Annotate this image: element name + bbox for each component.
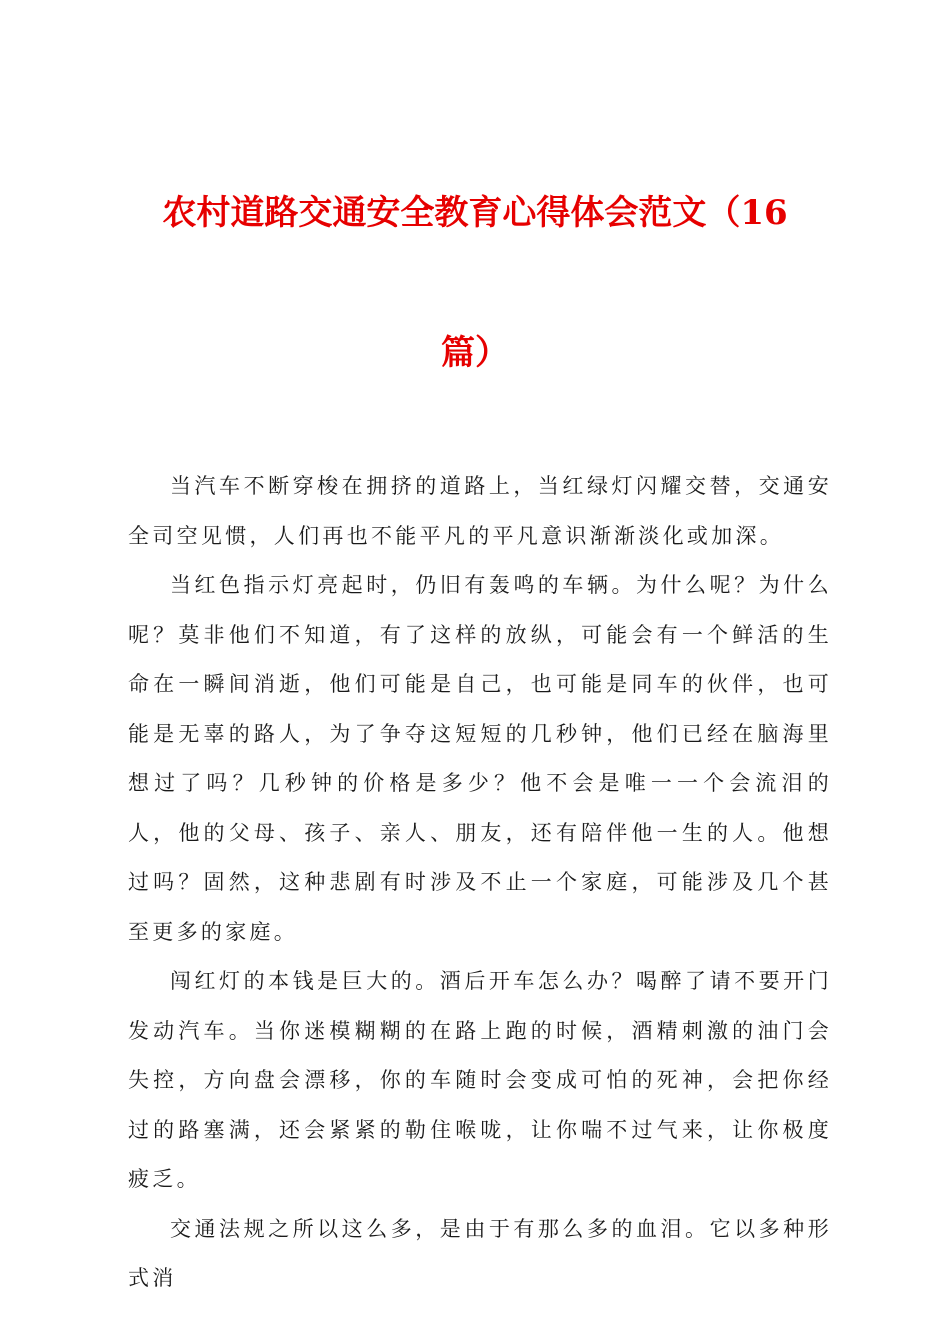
paragraph-3: 闯红灯的本钱是巨大的。酒后开车怎么办？喝醉了请不要开门发动汽车。当你迷模糊糊的在路上跑的时候，酒精刺激的油门会失控，方向盘会漂移，你的车随时会变成可怕的死神，会把你经过的路塞满，还会紧紧的勒住喉咙，让你喘不过气来，让你极度疲乏。 bbox=[128, 969, 832, 1191]
paragraph-1: 当汽车不断穿梭在拥挤的道路上，当红绿灯闪耀交替，交通安全司空见惯，人们再也不能平凡的平凡意识渐渐淡化或加深。 bbox=[128, 474, 832, 548]
document-title-line-1: 农村道路交通安全教育心得体会范文（16 bbox=[162, 193, 788, 233]
document-body bbox=[128, 462, 832, 1304]
paragraph-2: 当红色指示灯亮起时，仍旧有轰鸣的车辆。为什么呢？为什么呢？莫非他们不知道，有了这样的放纵，可能会有一个鲜活的生命在一瞬间消逝，他们可能是自己，也可能是同车的伙伴，也可能是无辜的路人，为了争夺这短短的几秒钟，他们已经在脑海里想过了吗？几秒钟的价格是多少？他不会是唯一一个会流泪的人，他的父母、孩子、亲人、朋友，还有陪伴他一生的人。他想过吗？固然，这种悲剧有时涉及不止一个家庭，可能涉及几个甚至更多的家庭。 bbox=[128, 573, 832, 944]
paragraph-4: 交通法规之所以这么多，是由于有那么多的血泪。它以多种形式消 bbox=[128, 1216, 832, 1290]
document-title-line-2: 篇） bbox=[441, 333, 509, 373]
